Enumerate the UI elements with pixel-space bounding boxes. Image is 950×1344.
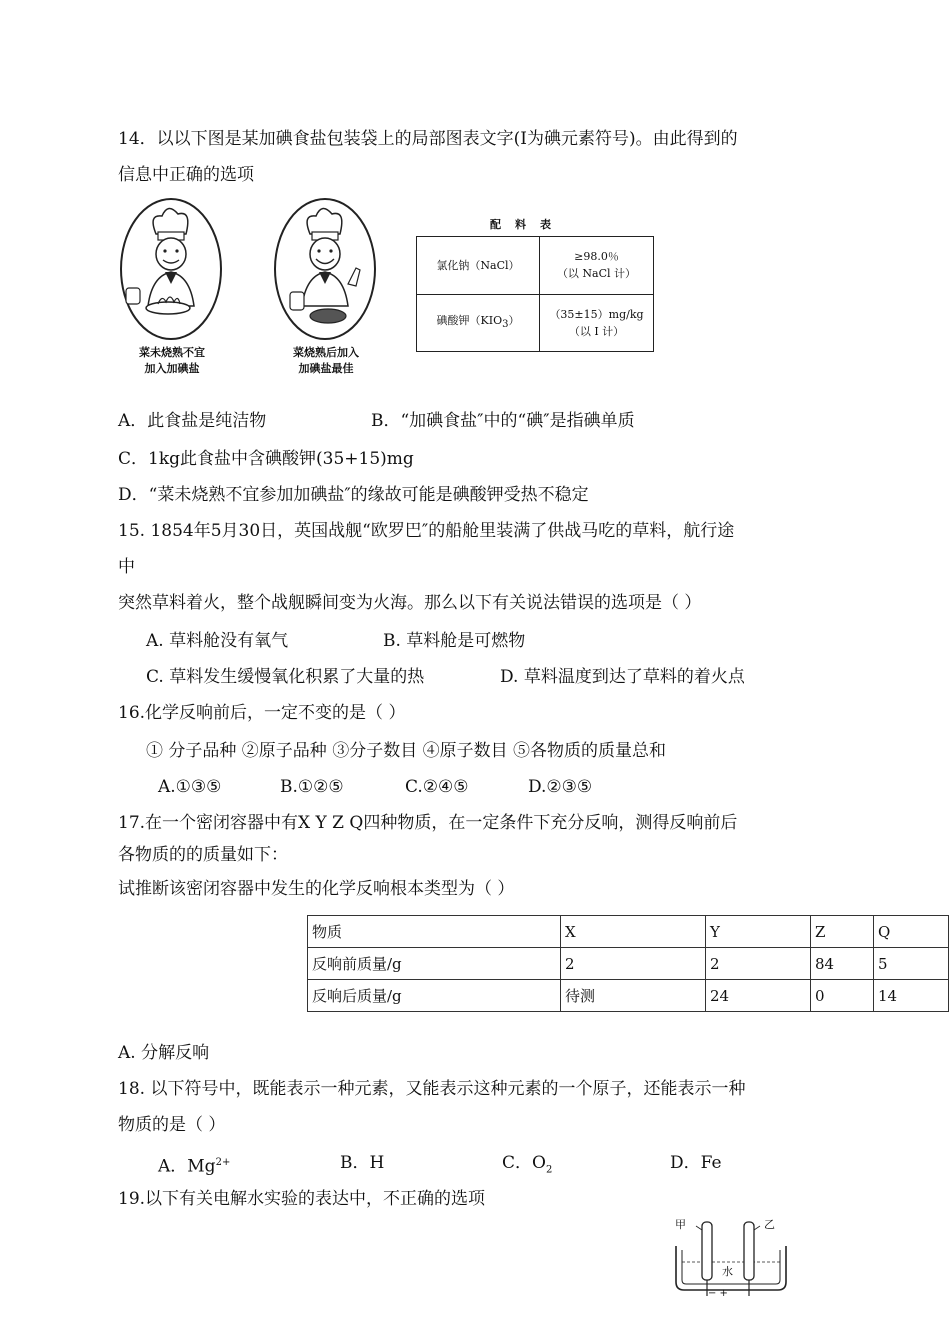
q15-stem-line3: 突然草料着火，整个战舰瞬间变为火海。那么以下有关说法错误的选项是（ ） (118, 593, 702, 613)
electrolysis-label-left: 甲 (675, 1218, 686, 1231)
q14-option-a: A．此食盐是纯洁物 (118, 411, 267, 431)
q14-option-d: D．“菜未烧熟不宜参加加碘盐″的缘故可能是碘酸钾受热不稳定 (118, 485, 589, 505)
q18-option-a-text: A．Mg (158, 1156, 216, 1177)
mass-header-cell: Y (706, 916, 811, 948)
q18-option-a-sup: 2+ (215, 1157, 231, 1168)
kio3-sub: 3 (502, 319, 509, 331)
q17-stem-line1: 17.在一个密闭容器中有X Y Z Q四种物质，在一定条件下充分反响，测得反响前后 (118, 813, 738, 833)
q18-option-c-text: C．O (502, 1153, 546, 1173)
chef-left-caption-2: 加入加碘盐 (144, 362, 200, 375)
q14-stem-line1: 14．以以下图是某加碘食盐包装袋上的局部图表文字(I为碘元素符号)。由此得到的 (118, 129, 738, 149)
q16-option-d: D.②③⑤ (528, 777, 593, 797)
kio3-suffix: ） (508, 314, 520, 328)
mass-cell: 2 (706, 948, 811, 980)
kio3-content: （35±15）mg/kg (549, 307, 644, 321)
chef-figure-left (118, 196, 224, 342)
kio3-basis: （以 I 计） (568, 324, 625, 338)
mass-header-cell: Q (874, 916, 949, 948)
q14-stem-line2: 信息中正确的选项 (118, 165, 254, 185)
q17-stem-line2: 各物质的的质量如下： (118, 845, 288, 865)
q19-stem: 19.以下有关电解水实验的表达中，不正确的选项 (118, 1189, 486, 1209)
q18-option-c-sub: 2 (545, 1164, 553, 1176)
electrolysis-label-right: 乙 (764, 1218, 775, 1231)
q17-option-a: A. 分解反响 (118, 1043, 210, 1063)
ingredient-nacl-name: 氯化钠（NaCl） (417, 237, 540, 295)
mass-table (307, 915, 949, 1012)
nacl-basis: （以 NaCl 计） (556, 267, 637, 281)
mass-cell: 24 (706, 980, 811, 1012)
q14-option-c: C．1kg此食盐中含碘酸钾(35+15)mg (118, 449, 414, 469)
q18-option-b: B．H (340, 1153, 385, 1173)
q15-option-c: C. 草料发生缓慢氧化积累了大量的热 (146, 667, 425, 687)
q15-option-d: D. 草料温度到达了草料的着火点 (500, 667, 745, 687)
nacl-content: ≥98.0％ (574, 250, 619, 264)
q15-stem-line1: 15. 1854年5月30日，英国战舰“欧罗巴″的船舱里装满了供战马吃的草料，航行途 (118, 521, 735, 541)
chef-left-caption-1: 菜未烧熟不宜 (139, 346, 205, 359)
chef-figure-right (272, 196, 378, 342)
ingredient-kio3-name (417, 294, 540, 352)
q15-stem-line2: 中 (118, 557, 135, 577)
mass-cell: 反响前质量/g (308, 948, 561, 980)
mass-table-header-row (308, 916, 949, 948)
mass-cell: 2 (561, 948, 706, 980)
q16-items: ① 分子品种 ②原子品种 ③分子数目 ④原子数目 ⑤各物质的质量总和 (146, 741, 667, 761)
q18-stem-line1: 18. 以下符号中，既能表示一种元素，又能表示这种元素的一个原子，还能表示一种 (118, 1079, 746, 1099)
mass-cell: 14 (874, 980, 949, 1012)
ingredient-table-title: 配料表 (490, 218, 565, 231)
q16-option-a: A.①③⑤ (158, 777, 222, 797)
ingredient-table (416, 236, 654, 352)
electrolysis-terminals: − + (708, 1288, 728, 1299)
mass-cell: 0 (811, 980, 874, 1012)
mass-header-cell: X (561, 916, 706, 948)
kio3-prefix: 碘酸钾（KIO (436, 314, 503, 328)
q18-stem-line2: 物质的是（ ） (118, 1115, 226, 1135)
q16-option-b: B.①②⑤ (280, 777, 344, 797)
mass-table-row-after (308, 980, 949, 1012)
q17-stem-line3: 试推断该密闭容器中发生的化学反响根本类型为（ ） (118, 879, 515, 899)
q15-option-a: A. 草料舱没有氧气 (146, 631, 289, 651)
q14-option-b: B．“加碘食盐″中的“碘″是指碘单质 (371, 411, 635, 431)
mass-header-cell: Z (811, 916, 874, 948)
mass-header-cell: 物质 (308, 916, 561, 948)
mass-cell: 5 (874, 948, 949, 980)
chef-right-caption-2: 加碘盐最佳 (298, 362, 354, 375)
q18-option-d: D．Fe (670, 1153, 722, 1173)
ingredient-nacl-value (540, 237, 654, 295)
mass-cell: 待测 (561, 980, 706, 1012)
mass-cell: 反响后质量/g (308, 980, 561, 1012)
q18-option-a (158, 1152, 230, 1178)
q15-option-b: B. 草料舱是可燃物 (383, 631, 526, 651)
q16-option-c: C.②④⑤ (405, 777, 469, 797)
mass-cell: 84 (811, 948, 874, 980)
ingredient-kio3-value (540, 294, 654, 352)
electrolysis-label-water: 水 (722, 1265, 733, 1278)
chef-right-caption-1: 菜烧熟后加入 (293, 346, 359, 359)
q16-stem: 16.化学反响前后，一定不变的是（ ） (118, 703, 406, 723)
mass-table-row-before (308, 948, 949, 980)
q18-option-c (502, 1152, 552, 1181)
